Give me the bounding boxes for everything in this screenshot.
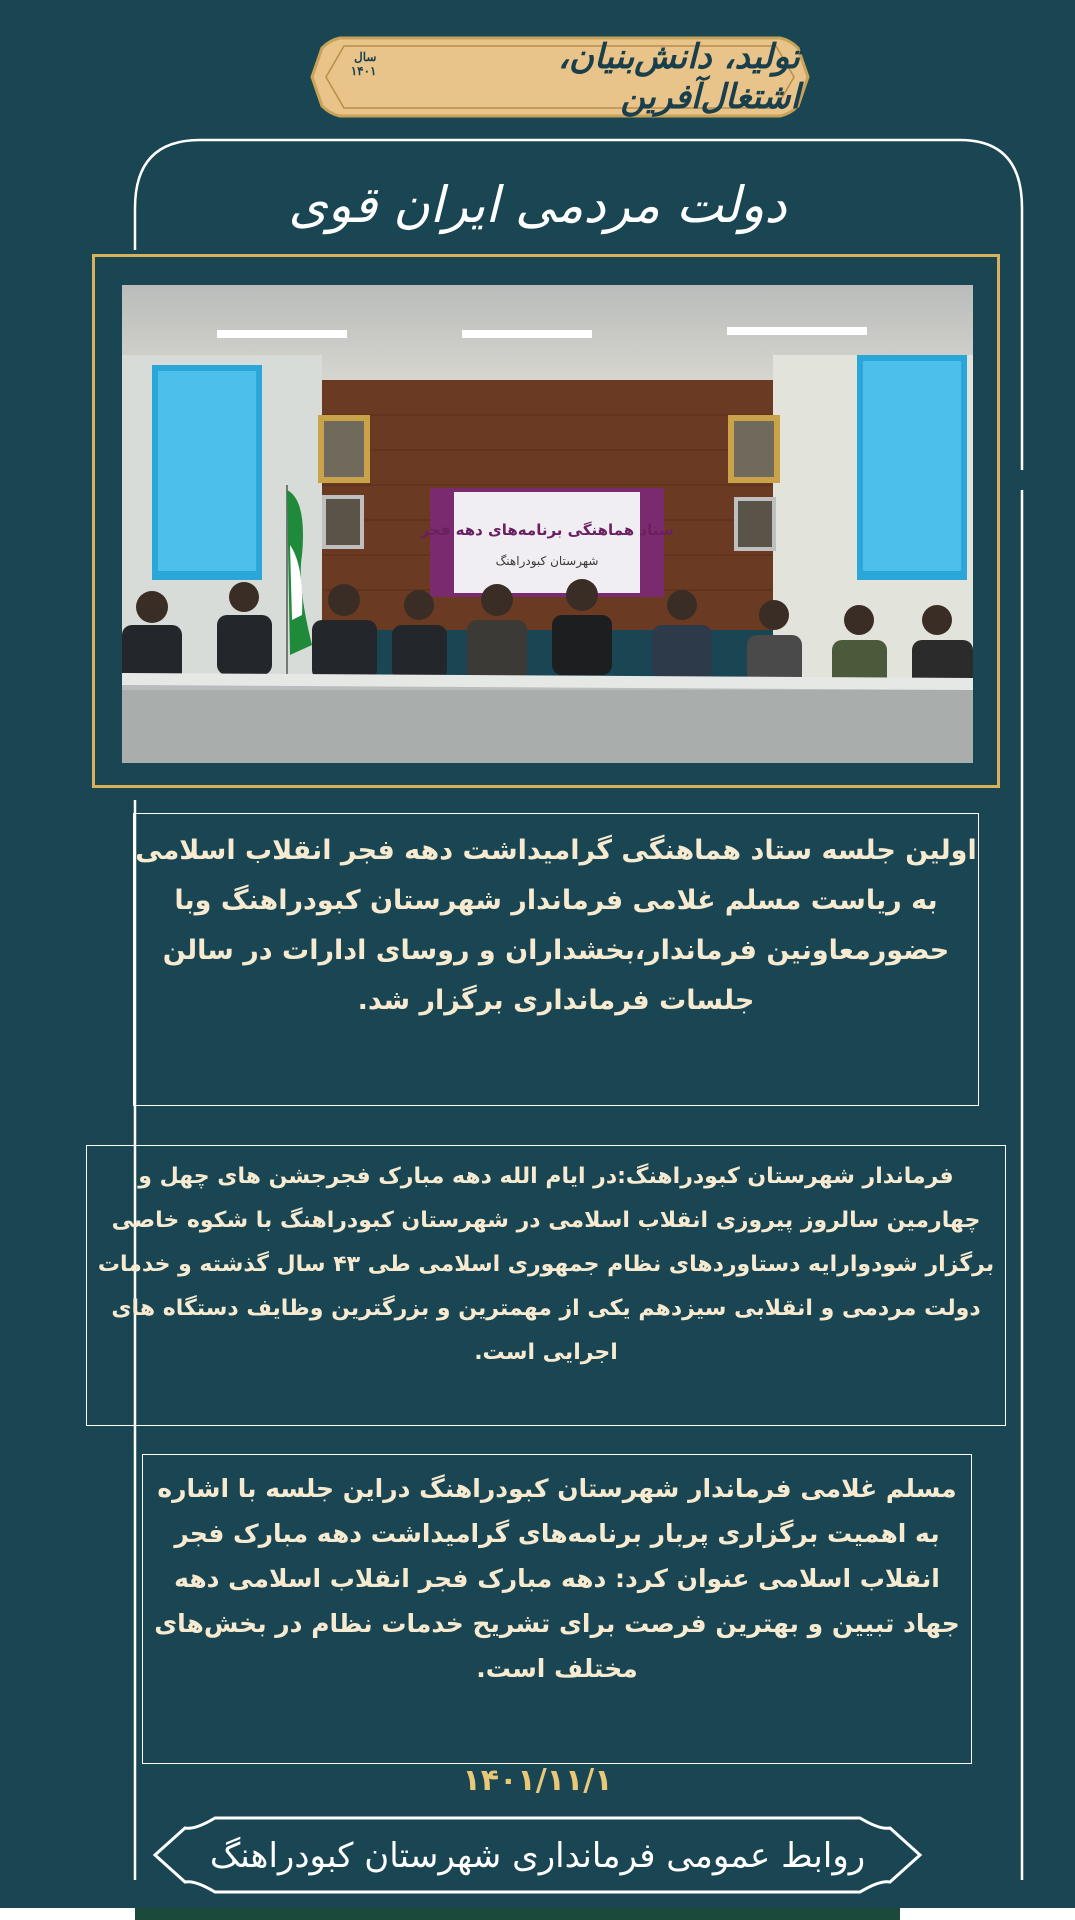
slogan-text: تولید، دانش‌بنیان، اشتغال‌آفرین <box>558 37 800 117</box>
meeting-photo <box>122 285 973 763</box>
paragraph-2: فرماندار شهرستان کبودراهنگ:در ایام الله دهه مبارک فجرجشن های چهل و چهارمین سالروز پیروزی انقلاب اسلامی در شهرستان کبودراهنگ با شکوه خاصی برگزار شودوارایه دستاوردهای نظام جمهوری اسلامی طی ۴۳ سال گذشته و خدمات دولت مردمی و انقلابی سیزدهم یکی از مهمترین و بزرگترین وظایف دستگاه های اجرایی است. <box>97 1164 995 1365</box>
slogan-banner <box>320 38 800 116</box>
footer-label: روابط عمومی فرمانداری شهرستان کبودراهنگ <box>209 1836 866 1876</box>
photo-banner-subtitle: شهرستان کبودراهنگ <box>495 554 599 568</box>
year-label: سال ۱۴۰۱ <box>350 50 377 78</box>
page-headline: دولت مردمی ایران قوی <box>288 176 787 234</box>
paragraph-1: اولین جلسه ستاد هماهنگی گرامیداشت دهه فجر انقلاب اسلامی به ریاست مسلم غلامی فرماندار شهرستان کبودراهنگ وبا حضورمعاونین فرماندار،بخشداران و روسای ادارات در سالن جلسات فرمانداری برگزار شد. <box>135 835 977 1016</box>
publish-date: ۱۴۰۱/۱۱/۱ <box>462 1763 613 1798</box>
photo-banner-title: ستاد هماهنگی برنامه‌های دهه فجر <box>420 521 674 539</box>
paragraph-3: مسلم غلامی فرماندار شهرستان کبودراهنگ دراین جلسه با اشاره به اهمیت برگزاری پربار برنامه‌های گرامیداشت دهه مبارک فجر انقلاب اسلامی عنوان کرد: دهه مبارک فجر انقلاب اسلامی دهه جهاد تبیین و بهترین فرصت برای تشریح خدمات نظام در بخش‌های مختلف است. <box>154 1474 960 1683</box>
